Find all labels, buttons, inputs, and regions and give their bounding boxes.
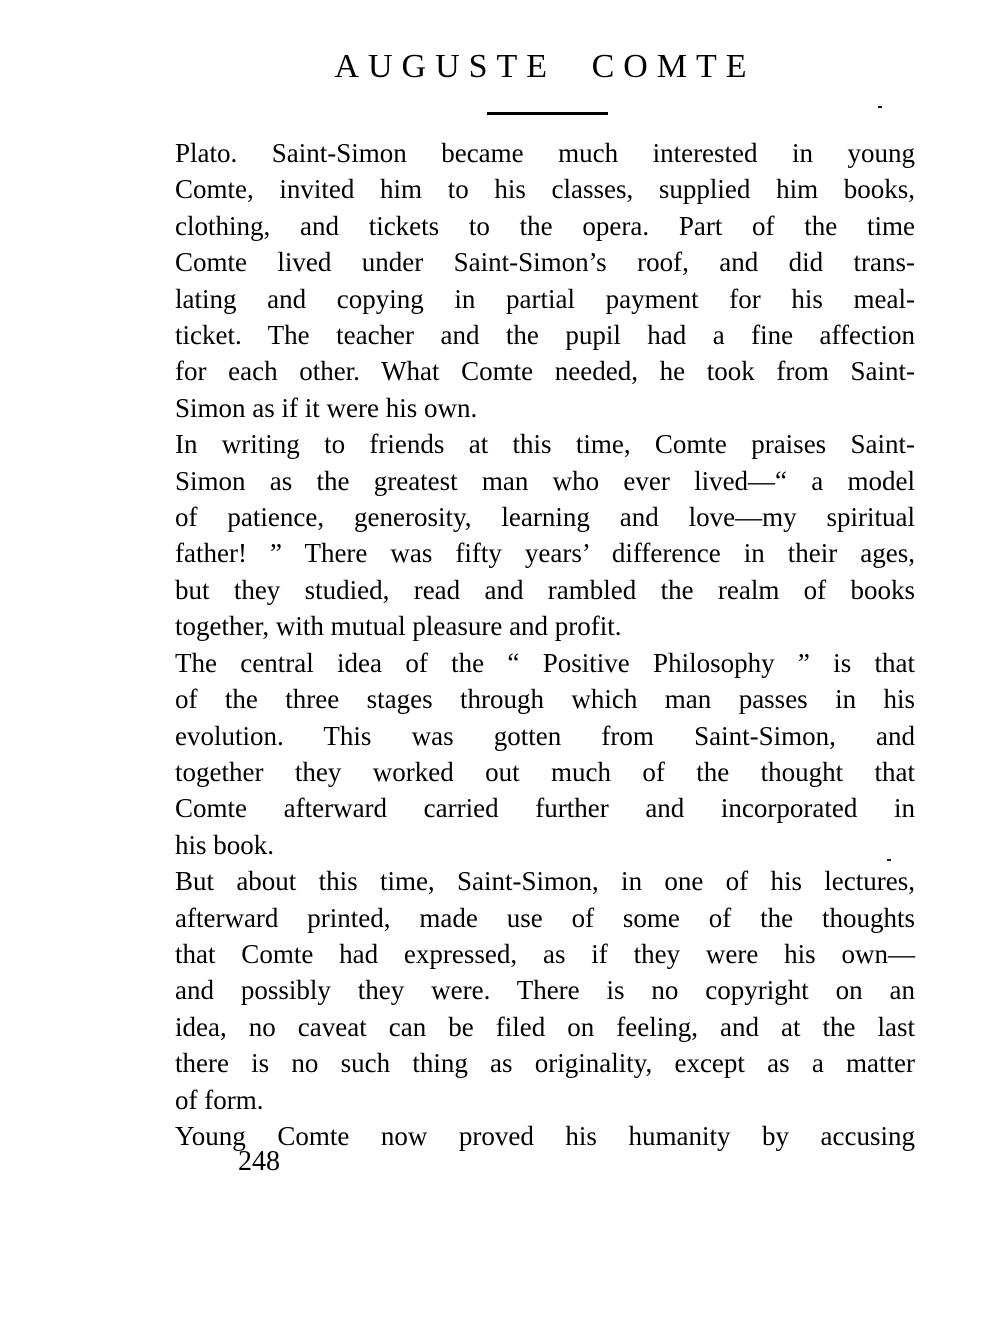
page-title: AUGUSTE COMTE [334,48,756,85]
text-line: for each other. What Comte needed, he took from Saint- [175,356,915,387]
paragraph [175,426,915,644]
text-line: Comte, invited him to his classes, supplied him books, [175,174,915,205]
text-line: of patience, generosity, learning and love—my spiritual [175,502,915,533]
text-line: there is no such thing as originality, except as a matter [175,1048,915,1079]
paragraph [175,645,915,863]
text-line: evolution. This was gotten from Saint-Simon, and [175,720,915,751]
text-line: The central idea of the “ Positive Philosophy ” is that [175,647,915,678]
text-block [175,135,915,1154]
text-line: of form. [175,1084,264,1115]
text-line: lating and copying in partial payment for his meal- [175,283,915,314]
text-line: that Comte had expressed, as if they were his own— [175,938,915,969]
text-line: idea, no caveat can be filed on feeling, and at the last [175,1011,915,1042]
text-line: and possibly they were. There is no copyright on an [175,975,915,1006]
text-line: of the three stages through which man passes in his [175,684,915,715]
text-line: his book. [175,829,275,860]
text-line: afterward printed, made use of some of the thoughts [175,902,915,933]
text-line: Comte afterward carried further and incorporated in [175,793,915,824]
text-line: Young Comte now proved his humanity by accusing [175,1120,915,1151]
title-rule [487,112,608,115]
page-number: 248 [238,1146,280,1177]
text-line: Plato. Saint-Simon became much interested in young [175,138,915,168]
text-line: But about this time, Saint-Simon, in one of his lectures, [175,866,915,897]
paragraph [175,863,915,1118]
text-line: father! ” There was fifty years’ difference in their ages, [175,538,915,569]
paragraph [175,1118,915,1154]
text-line: together they worked out much of the thought that [175,756,915,787]
text-line: clothing, and tickets to the opera. Part of the time [175,210,915,241]
text-line: In writing to friends at this time, Comte praises Saint- [175,429,915,460]
text-line: Simon as if it were his own. [175,392,478,423]
scan-speck [878,106,882,108]
text-line: but they studied, read and rambled the realm of books [175,574,915,605]
text-line: ticket. The teacher and the pupil had a fine affection [175,320,915,351]
paragraph [175,135,915,426]
text-line: Comte lived under Saint-Simon’s roof, and did trans- [175,247,915,278]
scan-speck [887,859,891,861]
text-line: together, with mutual pleasure and profit. [175,611,622,642]
text-line: Simon as the greatest man who ever lived—“ a model [175,465,915,496]
